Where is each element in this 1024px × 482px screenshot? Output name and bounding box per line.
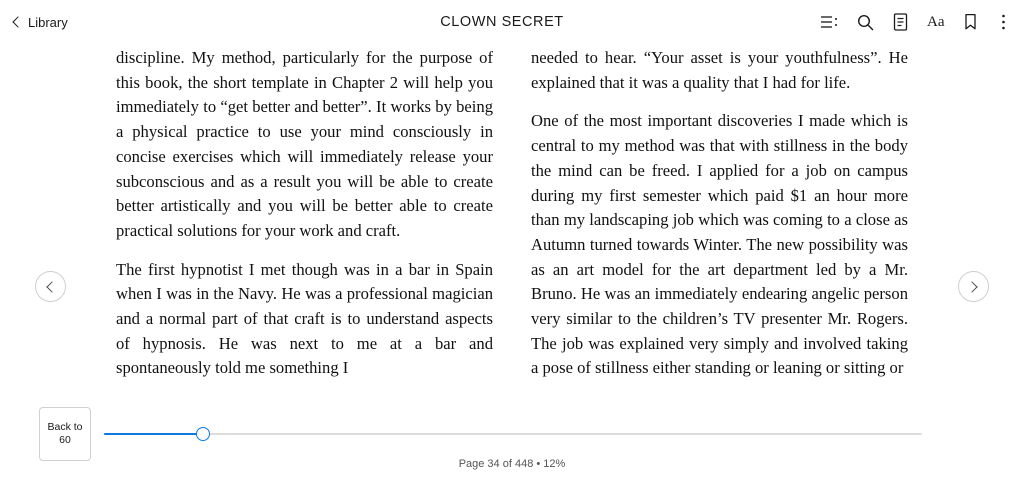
paragraph: The first hypnotist I met though was in a bar in Spain when I was in the Navy. He was a professional magician and a normal part of that craft is to understand aspects of hypnosis. He was next to me at a bar and spontaneously told me something I: [116, 259, 493, 378]
bookmark-icon[interactable]: [964, 12, 978, 32]
page-progress-slider[interactable]: [104, 427, 922, 441]
text-options-label: Aa: [927, 13, 945, 30]
paragraph: discipline. My method, particularly for the purpose of this book, the short template in Chapter 2 will help you immediately to “get better and better”. It works by being a physical practice to use your mind consciously in concise exercises which will immediately release your subconscious and as a result you will be able to create better artistically and you will be better able to create practical solutions for your work and craft.: [116, 48, 493, 240]
back-to-page-button[interactable]: [39, 407, 91, 461]
page-title: CLOWN SECRET: [440, 14, 564, 30]
chevron-left-icon: [46, 281, 57, 292]
toc-icon[interactable]: [820, 12, 838, 32]
previous-page-button[interactable]: [35, 271, 66, 302]
slider-thumb[interactable]: [196, 427, 210, 441]
top-toolbar: [0, 0, 1024, 44]
slider-fill: [104, 433, 203, 435]
chevron-right-icon: [966, 281, 977, 292]
text-options-icon[interactable]: [927, 12, 945, 32]
next-page-button[interactable]: [958, 271, 989, 302]
library-back-label: Library: [28, 14, 68, 30]
reader-page: [0, 44, 1024, 414]
column-right: [531, 46, 908, 406]
notes-icon[interactable]: [893, 12, 908, 32]
slider-track: [104, 433, 922, 435]
toolbar-icon-group: [820, 12, 1010, 32]
column-left: [116, 46, 493, 406]
library-back-button[interactable]: [14, 15, 184, 30]
back-to-page-number: 60: [59, 434, 71, 446]
search-icon[interactable]: [857, 12, 874, 32]
paragraph: One of the most important discoveries I made which is central to my method was that with stillness in the body the mind can be freed. I applied for a job on campus during my first semester which paid $1 an hour more than my landscaping job which was coming to a close as Autumn turned towards Winter. The new possibility was as an art model for the art department led by a Mr. Bruno. He was an immediately endearing angelic person very similar to the children’s TV presenter Mr. Rogers. The job was explained very simply and involved taking a pose of stillness either standing or leaning or sitting or: [531, 111, 908, 378]
more-options-icon[interactable]: [996, 12, 1010, 32]
paragraph: needed to hear. “Your asset is your youthfulness”. He explained that it was a quality that I had for life.: [531, 48, 908, 92]
text-columns: [116, 46, 908, 406]
page-status-text: Page 34 of 448 • 12%: [458, 458, 566, 470]
back-to-label: Back to: [47, 421, 83, 433]
chevron-left-icon: [12, 16, 23, 27]
